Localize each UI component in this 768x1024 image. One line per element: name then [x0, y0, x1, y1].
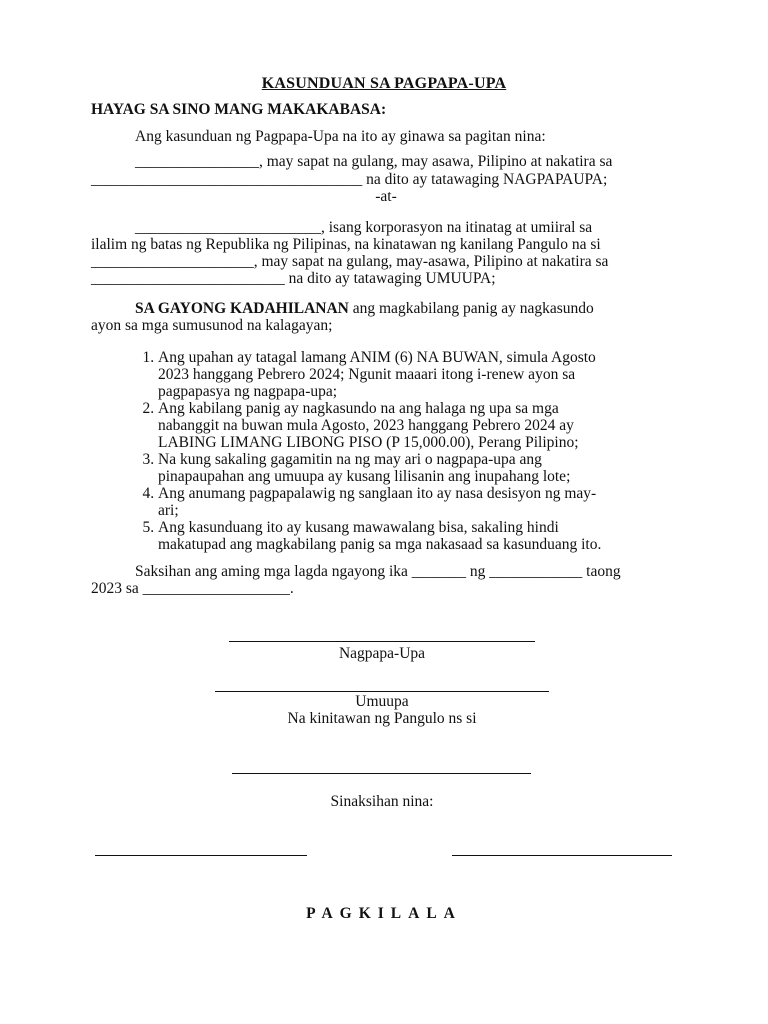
- lessor-line-1-text: , may sapat na gulang, may asawa, Pilipino at nakatira sa: [259, 153, 613, 170]
- term-1-line-3: pagpapasya ng nagpapa-upa;: [158, 383, 338, 400]
- witness-1-signature-line: [95, 855, 307, 856]
- term-item-4: [158, 485, 698, 519]
- terms-list: [134, 349, 698, 553]
- term-4-line-1: Ang anumang pagpapalawig ng sanglaan ito ay nasa desisyon ng may-: [158, 485, 597, 502]
- lessee-company-blank: ________________________: [135, 219, 321, 236]
- lessee-line-3-text: , may sapat na gulang, may-asawa, Pilipino at nakatira sa: [253, 253, 609, 270]
- term-item-1: [158, 349, 698, 400]
- term-1-line-2: 2023 hanggang Pebrero 2024; Ngunit maaari itong i-renew ayon sa: [158, 366, 576, 383]
- term-2-line-3: LABING LIMANG LIBONG PISO (P 15,000.00), Perang Pilipino;: [158, 434, 579, 451]
- term-4-line-2: ari;: [158, 502, 179, 519]
- term-1-line-1: Ang upahan ay tatagal lamang ANIM (6) NA BUWAN, simula Agosto: [158, 349, 596, 366]
- whereas-line-1-text: ang magkabilang panig ay nagkasundo: [348, 300, 594, 317]
- lessor-signature-line: [229, 641, 535, 642]
- document-title: KASUNDUAN SA PAGPAPA-UPA: [261, 75, 507, 92]
- term-2-line-2: nabanggit na buwan mula Agosto, 2023 hanggang Pebrero 2024 ay: [158, 417, 574, 434]
- whereas-line-1: [135, 300, 594, 317]
- witnesses-label: Sinaksihan nina:: [330, 793, 434, 810]
- lessee-line-2: ilalim ng batas ng Republika ng Pilipinas, na kinatawan ng kanilang Pangulo na si: [91, 236, 601, 253]
- lessee-signature-line: [215, 691, 549, 692]
- salutation: HAYAG SA SINO MANG MAKAKABASA:: [91, 101, 387, 118]
- term-2-line-1: Ang kabilang panig ay nagkasundo na ang halaga ng upa sa mga: [158, 400, 559, 417]
- witness-2-signature-line: [452, 855, 672, 856]
- whereas-heading: SA GAYONG KADAHILANAN: [135, 300, 349, 317]
- term-item-2: [158, 400, 698, 451]
- lessor-line-2: ___________________________________ na dito ay tatawaging NAGPAPAUPA;: [91, 171, 608, 188]
- lessee-president-blank: _____________________: [91, 253, 254, 270]
- lessor-name-blank: ________________: [135, 153, 259, 170]
- acknowledgement-heading: PAGKILALA: [306, 905, 462, 922]
- term-3-line-1: Na kung sakaling gagamitin na ng may ari o nagpapa-upa ang: [158, 451, 542, 468]
- lessee-representative-label: Na kinitawan ng Pangulo ns si: [287, 710, 477, 727]
- president-signature-line: [232, 773, 531, 774]
- term-item-5: [158, 519, 698, 553]
- whereas-line-2: ayon sa mga sumusunod na kalagayan;: [91, 317, 333, 334]
- intro-paragraph: Ang kasunduan ng Pagpapa-Upa na ito ay ginawa sa pagitan nina:: [135, 128, 546, 145]
- lessee-line-1-text: , isang korporasyon na itinatag at umiiral sa: [321, 219, 593, 236]
- lessee-signature-label: Umuupa: [355, 693, 409, 710]
- lessor-signature-label: Nagpapa-Upa: [338, 645, 426, 662]
- lessee-line-1: [135, 219, 592, 236]
- lessee-line-4: _________________________ na dito ay tatawaging UMUUPA;: [91, 270, 496, 287]
- term-3-line-2: pinapaupahan ang umuupa ay kusang lilisanin ang inupahang lote;: [158, 468, 571, 485]
- term-5-line-2: makatupad ang magkabilang panig sa mga nakasaad sa kasunduang ito.: [158, 536, 602, 553]
- term-item-3: [158, 451, 698, 485]
- conjunction-at: -at-: [375, 188, 397, 205]
- lessee-line-3: [91, 253, 608, 270]
- witness-statement-line-1: Saksihan ang aming mga lagda ngayong ika _______ ng ____________ taong: [135, 563, 621, 580]
- lessor-line-1: [135, 153, 612, 170]
- term-5-line-1: Ang kasunduang ito ay kusang mawawalang bisa, sakaling hindi: [158, 519, 559, 536]
- witness-statement-line-2: 2023 sa ___________________.: [91, 580, 294, 597]
